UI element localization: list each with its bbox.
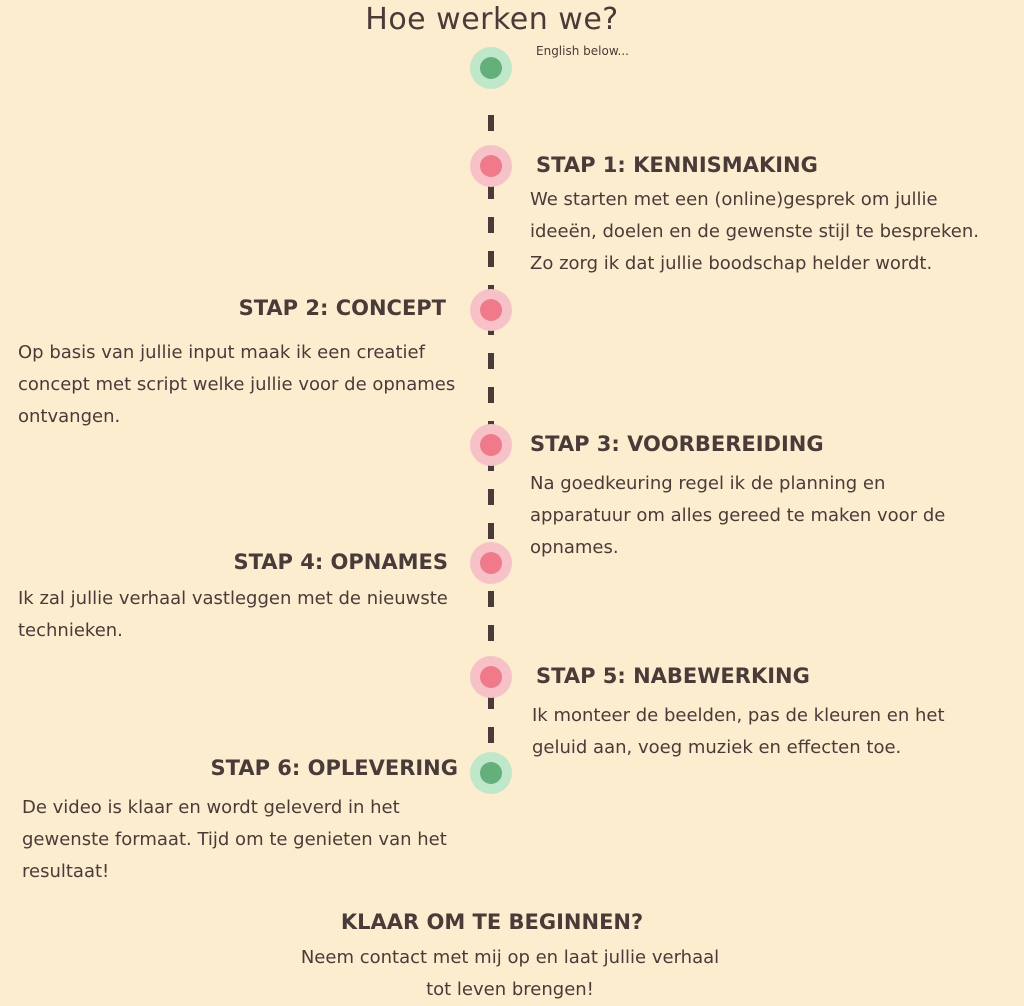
step-2-node-icon xyxy=(470,289,512,331)
cta-text: Neem contact met mij op en laat jullie verhaal tot leven brengen! xyxy=(300,947,720,1000)
english-note: English below... xyxy=(536,44,629,58)
step-1-title: STAP 1: KENNISMAKING xyxy=(536,153,818,177)
step-3-text: Na goedkeuring regel ik de planning en apparatuur om alles gereed te maken voor de opnames. xyxy=(530,473,946,558)
step-5-text: Ik monteer de beelden, pas de kleuren en het geluid aan, voeg muziek en effecten toe. xyxy=(532,705,945,758)
cta-title: KLAAR OM TE BEGINNEN? xyxy=(340,910,644,934)
step-1-text: We starten met een (online)gesprek om jullie ideeën, doelen en de gewenste stijl te bespreken. Zo zorg ik dat jullie boodschap helder wordt. xyxy=(530,189,979,274)
step-6-text: De video is klaar en wordt geleverd in het gewenste formaat. Tijd om te genieten van het resultaat! xyxy=(22,797,447,882)
step-3-title: STAP 3: VOORBEREIDING xyxy=(530,432,824,456)
step-4-title: STAP 4: OPNAMES xyxy=(233,550,448,574)
step-4-text: Ik zal jullie verhaal vastleggen met de nieuwste technieken. xyxy=(18,588,448,641)
step-5-node-icon xyxy=(470,656,512,698)
step-6-title: STAP 6: OPLEVERING xyxy=(210,756,458,780)
step-4-node-icon xyxy=(470,542,512,584)
step-2-title: STAP 2: CONCEPT xyxy=(238,296,446,320)
step-5-title: STAP 5: NABEWERKING xyxy=(536,664,810,688)
step-2-text: Op basis van jullie input maak ik een creatief concept met script welke jullie voor de opnames ontvangen. xyxy=(18,342,456,427)
start-node-icon xyxy=(470,47,512,89)
end-node-icon xyxy=(470,752,512,794)
page-title: Hoe werken we? xyxy=(365,2,619,37)
step-1-node-icon xyxy=(470,145,512,187)
